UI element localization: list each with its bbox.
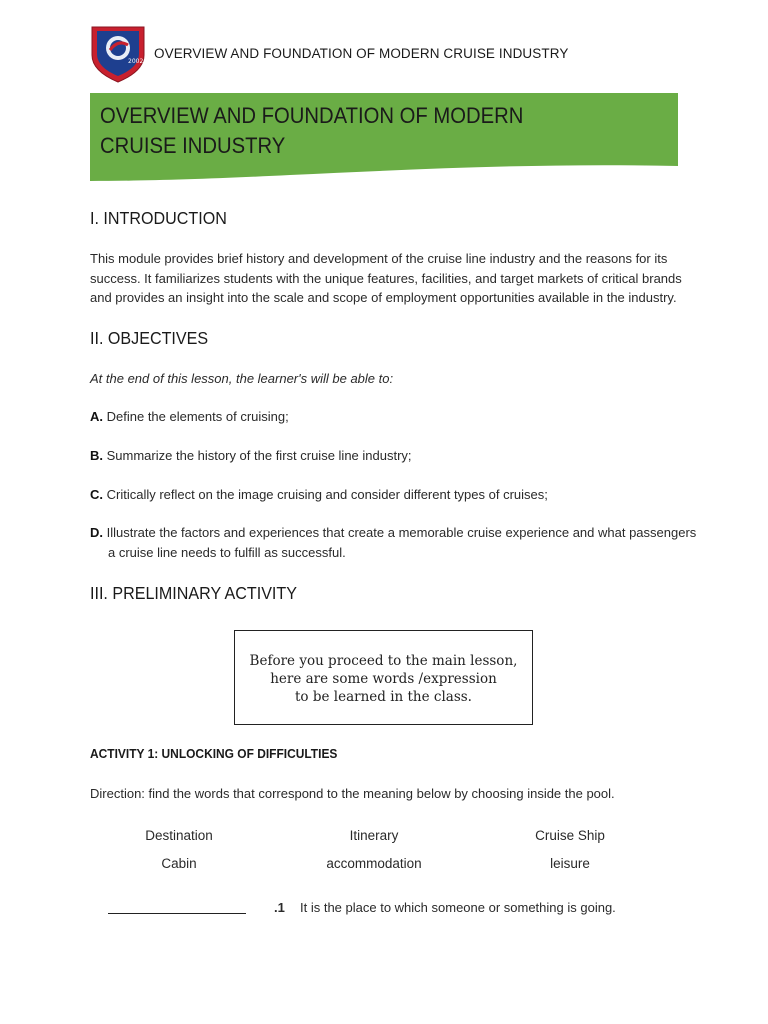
instruction-box: Before you proceed to the main lesson, here are some words /expression to be learned in the class. — [234, 630, 533, 725]
objective-item: C. Critically reflect on the image cruising and consider different types of cruises; — [90, 487, 548, 502]
pool-word: Cabin — [161, 856, 197, 871]
shield-icon — [90, 25, 146, 83]
pool-word: Cruise Ship — [535, 828, 605, 843]
banner-title: OVERVIEW AND FOUNDATION OF MODERN CRUISE INDUSTRY — [100, 103, 524, 158]
objective-item: A. Define the elements of cruising; — [90, 409, 289, 424]
activity-direction: Direction: find the words that correspond to the meaning below by choosing inside the pool. — [90, 786, 615, 801]
preliminary-heading: III. PRELIMINARY ACTIVITY — [90, 583, 297, 603]
pool-word: Itinerary — [349, 828, 399, 843]
activity-title: ACTIVITY 1: UNLOCKING OF DIFFICULTIES — [90, 746, 338, 761]
svg-text:2002: 2002 — [128, 58, 144, 65]
objectives-intro: At the end of this lesson, the learner's will be able to: — [90, 371, 394, 386]
answer-blank[interactable] — [108, 913, 246, 914]
pool-word: Destination — [145, 828, 213, 843]
objective-item: D. Illustrate the factors and experiences that create a memorable cruise experience and what passengers a cruise line needs to fulfill as successful. — [90, 525, 697, 560]
pool-word: accommodation — [326, 856, 422, 871]
introduction-heading: I. INTRODUCTION — [90, 208, 227, 228]
title-banner — [90, 93, 678, 183]
school-logo — [90, 25, 146, 83]
header-title: OVERVIEW AND FOUNDATION OF MODERN CRUISE INDUSTRY — [154, 46, 569, 61]
introduction-paragraph: This module provides brief history and development of the cruise line industry and the reasons for its success. It familiarizes students with the unique features, facilities, and target markets of critical brands and provides an insight into the scale and scope of employment opportunities available in the industry. — [90, 251, 682, 305]
pool-word: leisure — [550, 856, 590, 871]
objectives-heading: II. OBJECTIVES — [90, 328, 209, 348]
objective-item: B. Summarize the history of the first cruise line industry; — [90, 448, 412, 463]
question-number: .1 — [274, 900, 285, 915]
question-text: It is the place to which someone or something is going. — [300, 900, 616, 915]
